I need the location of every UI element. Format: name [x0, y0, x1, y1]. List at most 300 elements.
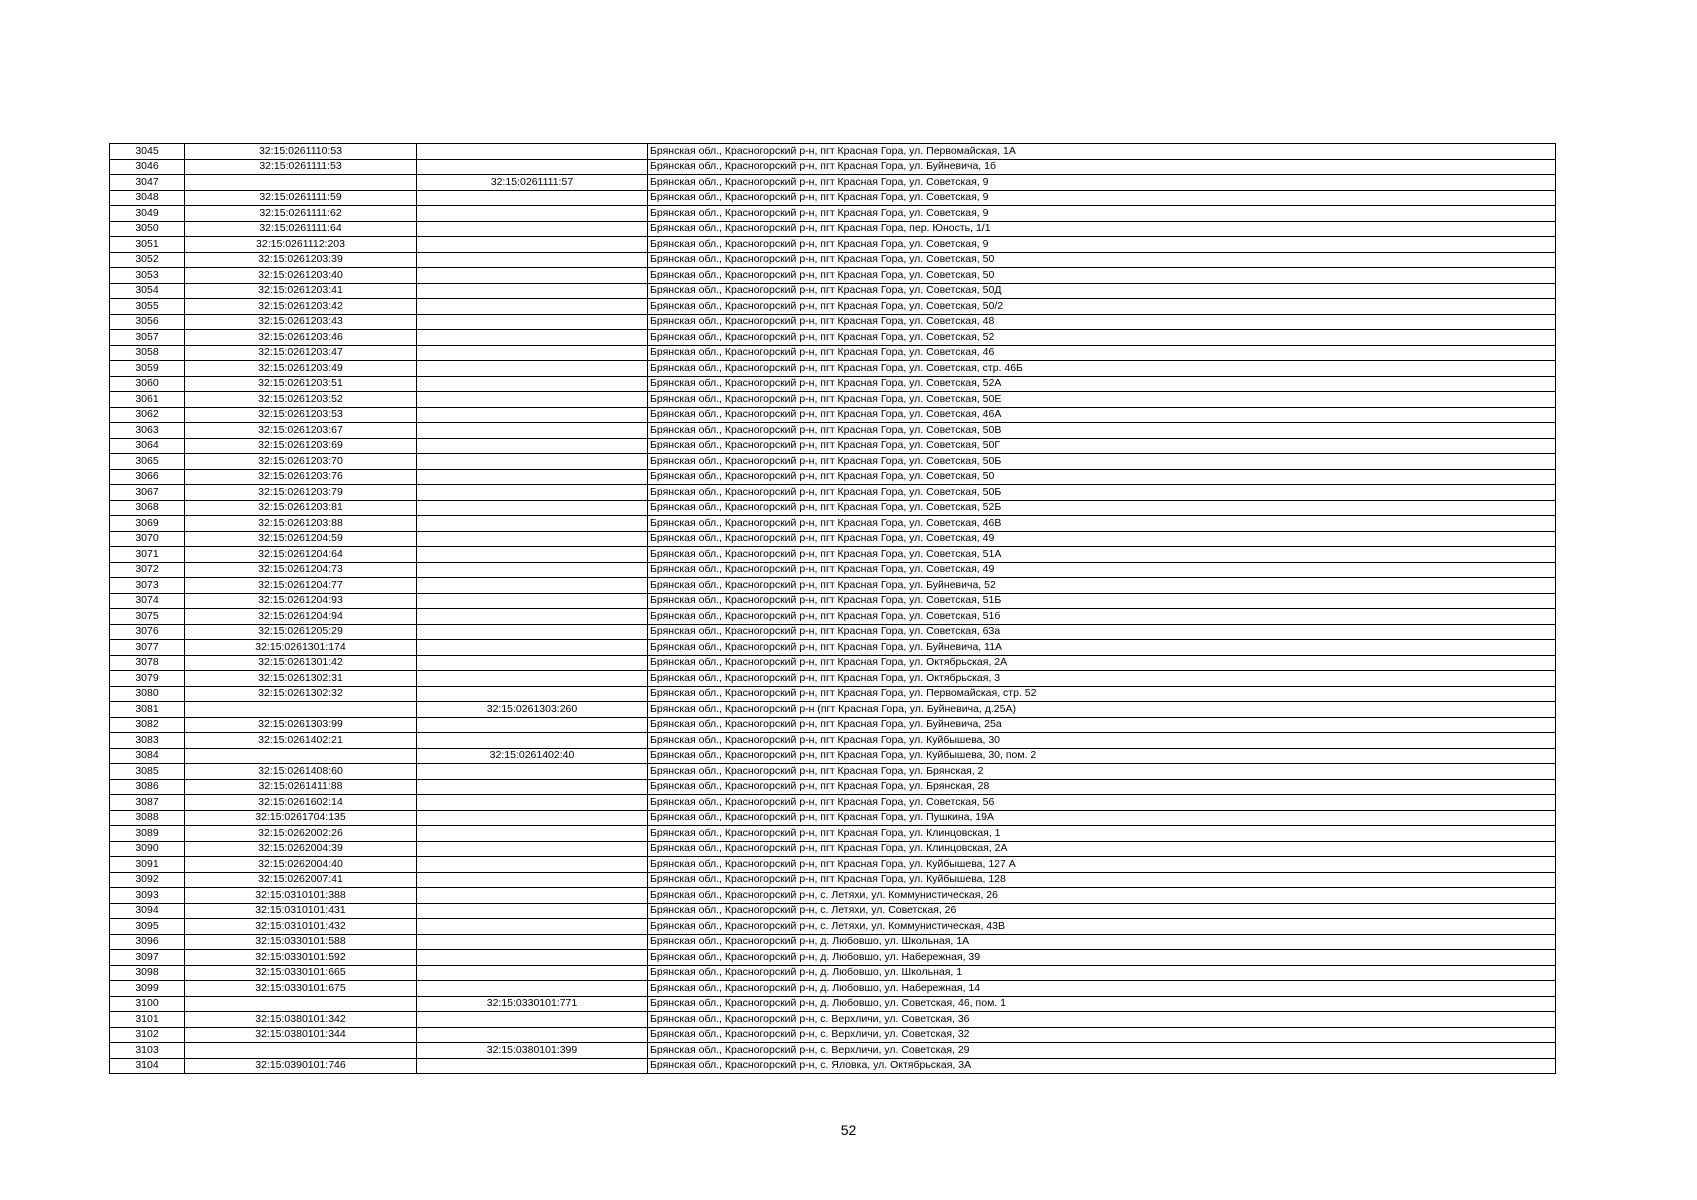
table-row: [110, 578, 1556, 594]
row-number-cell: 3095: [110, 919, 185, 935]
page-number: 52: [840, 1122, 857, 1138]
cadastral-number-alt-cell: [417, 330, 648, 346]
address-cell: Брянская обл., Красногорский р-н, д. Любовшо, ул. Набережная, 39: [648, 950, 1556, 966]
row-number-cell: 3048: [110, 190, 185, 206]
cadastral-number-cell: 32:15:0261111:59: [185, 190, 417, 206]
address-cell: Брянская обл., Красногорский р-н, пгт Красная Гора, ул. Советская, 9: [648, 175, 1556, 191]
table-row: [110, 624, 1556, 640]
table-row: [110, 702, 1556, 718]
table-row: [110, 547, 1556, 563]
cadastral-number-alt-cell: [417, 221, 648, 237]
row-number-cell: 3102: [110, 1027, 185, 1043]
cadastral-number-alt-cell: [417, 857, 648, 873]
cadastral-number-alt-cell: [417, 578, 648, 594]
cadastral-number-cell: [185, 175, 417, 191]
table-row: [110, 454, 1556, 470]
row-number-cell: 3058: [110, 345, 185, 361]
cadastral-number-alt-cell: [417, 919, 648, 935]
table-row: [110, 981, 1556, 997]
row-number-cell: 3074: [110, 593, 185, 609]
cadastral-number-cell: 32:15:0261203:43: [185, 314, 417, 330]
address-cell: Брянская обл., Красногорский р-н, пгт Красная Гора, ул. Советская, 50/2: [648, 299, 1556, 315]
row-number-cell: 3083: [110, 733, 185, 749]
cadastral-number-alt-cell: [417, 981, 648, 997]
cadastral-number-alt-cell: [417, 965, 648, 981]
row-number-cell: 3089: [110, 826, 185, 842]
cadastral-number-cell: 32:15:0261204:73: [185, 562, 417, 578]
row-number-cell: 3087: [110, 795, 185, 811]
address-cell: Брянская обл., Красногорский р-н, с. Яловка, ул. Октябрьская, 3А: [648, 1058, 1556, 1074]
table-row: [110, 733, 1556, 749]
row-number-cell: 3067: [110, 485, 185, 501]
table-row: [110, 996, 1556, 1012]
cadastral-number-alt-cell: [417, 1027, 648, 1043]
address-cell: Брянская обл., Красногорский р-н, с. Верхличи, ул. Советская, 32: [648, 1027, 1556, 1043]
address-cell: Брянская обл., Красногорский р-н, с. Верхличи, ул. Советская, 29: [648, 1043, 1556, 1059]
cadastral-number-alt-cell: [417, 903, 648, 919]
row-number-cell: 3051: [110, 237, 185, 253]
cadastral-number-cell: 32:15:0261203:51: [185, 376, 417, 392]
cadastral-number-cell: 32:15:0261112:203: [185, 237, 417, 253]
address-cell: Брянская обл., Красногорский р-н, пгт Красная Гора, ул. Советская, 49: [648, 531, 1556, 547]
cadastral-number-alt-cell: [417, 888, 648, 904]
address-cell: Брянская обл., Красногорский р-н, пгт Красная Гора, ул. Советская, 9: [648, 237, 1556, 253]
cadastral-number-alt-cell: [417, 268, 648, 284]
address-cell: Брянская обл., Красногорский р-н, пгт Красная Гора, ул. Советская, 48: [648, 314, 1556, 330]
table-row: [110, 237, 1556, 253]
property-table-body: [110, 144, 1556, 1074]
address-cell: Брянская обл., Красногорский р-н, пгт Красная Гора, ул. Советская, стр. 46Б: [648, 361, 1556, 377]
address-cell: Брянская обл., Красногорский р-н, пгт Красная Гора, ул. Буйневича, 25а: [648, 717, 1556, 733]
address-cell: Брянская обл., Красногорский р-н, пгт Красная Гора, ул. Клинцовская, 1: [648, 826, 1556, 842]
cadastral-number-alt-cell: [417, 237, 648, 253]
row-number-cell: 3078: [110, 655, 185, 671]
cadastral-number-cell: 32:15:0261204:77: [185, 578, 417, 594]
address-cell: Брянская обл., Красногорский р-н, с. Летяхи, ул. Коммунистическая, 43В: [648, 919, 1556, 935]
cadastral-number-cell: 32:15:0380101:344: [185, 1027, 417, 1043]
address-cell: Брянская обл., Красногорский р-н, пгт Красная Гора, ул. Куйбышева, 30: [648, 733, 1556, 749]
cadastral-number-cell: 32:15:0310101:388: [185, 888, 417, 904]
cadastral-number-cell: 32:15:0261203:81: [185, 500, 417, 516]
cadastral-number-alt-cell: [417, 717, 648, 733]
row-number-cell: 3077: [110, 640, 185, 656]
cadastral-number-alt-cell: 32:15:0380101:399: [417, 1043, 648, 1059]
address-cell: Брянская обл., Красногорский р-н, пгт Красная Гора, ул. Брянская, 2: [648, 764, 1556, 780]
table-row: [110, 469, 1556, 485]
cadastral-number-cell: 32:15:0310101:432: [185, 919, 417, 935]
cadastral-number-cell: 32:15:0261111:64: [185, 221, 417, 237]
row-number-cell: 3086: [110, 779, 185, 795]
cadastral-number-cell: 32:15:0330101:675: [185, 981, 417, 997]
row-number-cell: 3073: [110, 578, 185, 594]
cadastral-number-alt-cell: [417, 934, 648, 950]
cadastral-number-alt-cell: [417, 562, 648, 578]
table-row: [110, 686, 1556, 702]
table-row: [110, 764, 1556, 780]
address-cell: Брянская обл., Красногорский р-н, пгт Красная Гора, ул. Советская, 50: [648, 469, 1556, 485]
cadastral-number-alt-cell: [417, 795, 648, 811]
table-row: [110, 485, 1556, 501]
address-cell: Брянская обл., Красногорский р-н, пгт Красная Гора, ул. Первомайская, 1А: [648, 144, 1556, 160]
row-number-cell: 3071: [110, 547, 185, 563]
table-row: [110, 531, 1556, 547]
table-row: [110, 1012, 1556, 1028]
address-cell: Брянская обл., Красногорский р-н, пгт Красная Гора, ул. Брянская, 28: [648, 779, 1556, 795]
cadastral-number-alt-cell: [417, 438, 648, 454]
cadastral-number-cell: 32:15:0261203:39: [185, 252, 417, 268]
address-cell: Брянская обл., Красногорский р-н, пгт Красная Гора, ул. Советская, 50Б: [648, 454, 1556, 470]
address-cell: Брянская обл., Красногорский р-н, пгт Красная Гора, ул. Первомайская, стр. 52: [648, 686, 1556, 702]
table-row: [110, 795, 1556, 811]
address-cell: Брянская обл., Красногорский р-н, пгт Красная Гора, ул. Куйбышева, 128: [648, 872, 1556, 888]
row-number-cell: 3060: [110, 376, 185, 392]
cadastral-number-alt-cell: 32:15:0261402:40: [417, 748, 648, 764]
cadastral-number-cell: 32:15:0261204:59: [185, 531, 417, 547]
cadastral-number-alt-cell: [417, 345, 648, 361]
row-number-cell: 3056: [110, 314, 185, 330]
address-cell: Брянская обл., Красногорский р-н, д. Любовшо, ул. Школьная, 1: [648, 965, 1556, 981]
row-number-cell: 3093: [110, 888, 185, 904]
address-cell: Брянская обл., Красногорский р-н, пгт Красная Гора, ул. Советская, 56: [648, 795, 1556, 811]
cadastral-number-cell: 32:15:0261602:14: [185, 795, 417, 811]
row-number-cell: 3076: [110, 624, 185, 640]
table-row: [110, 826, 1556, 842]
table-row: [110, 562, 1556, 578]
cadastral-number-cell: 32:15:0262004:39: [185, 841, 417, 857]
table-row: [110, 593, 1556, 609]
address-cell: Брянская обл., Красногорский р-н, пгт Красная Гора, ул. Советская, 50В: [648, 423, 1556, 439]
cadastral-number-alt-cell: [417, 609, 648, 625]
row-number-cell: 3100: [110, 996, 185, 1012]
cadastral-number-cell: 32:15:0261301:42: [185, 655, 417, 671]
address-cell: Брянская обл., Красногорский р-н, пгт Красная Гора, ул. Октябрьская, 2А: [648, 655, 1556, 671]
row-number-cell: 3052: [110, 252, 185, 268]
address-cell: Брянская обл., Красногорский р-н, пгт Красная Гора, ул. Куйбышева, 127 А: [648, 857, 1556, 873]
cadastral-number-alt-cell: [417, 454, 648, 470]
cadastral-number-alt-cell: [417, 686, 648, 702]
address-cell: Брянская обл., Красногорский р-н, пгт Красная Гора, ул. Советская, 50Б: [648, 485, 1556, 501]
table-row: [110, 345, 1556, 361]
cadastral-number-alt-cell: 32:15:0261303:260: [417, 702, 648, 718]
table-row: [110, 609, 1556, 625]
cadastral-number-cell: 32:15:0261301:174: [185, 640, 417, 656]
address-cell: Брянская обл., Красногорский р-н, пгт Красная Гора, ул. Куйбышева, 30, пом. 2: [648, 748, 1556, 764]
cadastral-number-alt-cell: [417, 283, 648, 299]
cadastral-number-alt-cell: [417, 764, 648, 780]
cadastral-number-cell: 32:15:0261203:70: [185, 454, 417, 470]
cadastral-number-cell: 32:15:0330101:592: [185, 950, 417, 966]
address-cell: Брянская обл., Красногорский р-н, пгт Красная Гора, ул. Советская, 52: [648, 330, 1556, 346]
address-cell: Брянская обл., Красногорский р-н, с. Летяхи, ул. Советская, 26: [648, 903, 1556, 919]
row-number-cell: 3065: [110, 454, 185, 470]
cadastral-number-alt-cell: [417, 1058, 648, 1074]
table-row: [110, 330, 1556, 346]
address-cell: Брянская обл., Красногорский р-н, пгт Красная Гора, пер. Юность, 1/1: [648, 221, 1556, 237]
row-number-cell: 3061: [110, 392, 185, 408]
cadastral-number-alt-cell: [417, 392, 648, 408]
address-cell: Брянская обл., Красногорский р-н, пгт Красная Гора, ул. Советская, 50Д: [648, 283, 1556, 299]
cadastral-number-alt-cell: 32:15:0261111:57: [417, 175, 648, 191]
address-cell: Брянская обл., Красногорский р-н, с. Летяхи, ул. Коммунистическая, 26: [648, 888, 1556, 904]
cadastral-number-cell: 32:15:0380101:342: [185, 1012, 417, 1028]
table-row: [110, 500, 1556, 516]
table-row: [110, 299, 1556, 315]
cadastral-number-cell: 32:15:0261302:32: [185, 686, 417, 702]
table-row: [110, 671, 1556, 687]
cadastral-number-cell: 32:15:0261204:93: [185, 593, 417, 609]
table-row: [110, 376, 1556, 392]
table-row: [110, 717, 1556, 733]
cadastral-number-cell: [185, 702, 417, 718]
address-cell: Брянская обл., Красногорский р-н, пгт Красная Гора, ул. Советская, 9: [648, 190, 1556, 206]
row-number-cell: 3096: [110, 934, 185, 950]
row-number-cell: 3045: [110, 144, 185, 160]
cadastral-number-alt-cell: [417, 500, 648, 516]
cadastral-number-cell: 32:15:0261204:64: [185, 547, 417, 563]
address-cell: Брянская обл., Красногорский р-н, пгт Красная Гора, ул. Советская, 46А: [648, 407, 1556, 423]
row-number-cell: 3097: [110, 950, 185, 966]
row-number-cell: 3050: [110, 221, 185, 237]
row-number-cell: 3075: [110, 609, 185, 625]
address-cell: Брянская обл., Красногорский р-н, пгт Красная Гора, ул. Буйневича, 1б: [648, 159, 1556, 175]
cadastral-number-cell: 32:15:0261408:60: [185, 764, 417, 780]
address-cell: Брянская обл., Красногорский р-н, пгт Красная Гора, ул. Советская, 46В: [648, 516, 1556, 532]
cadastral-number-alt-cell: [417, 159, 648, 175]
table-row: [110, 159, 1556, 175]
table-row: [110, 516, 1556, 532]
table-row: [110, 950, 1556, 966]
address-cell: Брянская обл., Красногорский р-н, пгт Красная Гора, ул. Советская, 51А: [648, 547, 1556, 563]
cadastral-number-alt-cell: [417, 1012, 648, 1028]
cadastral-number-cell: 32:15:0261203:88: [185, 516, 417, 532]
cadastral-number-alt-cell: [417, 190, 648, 206]
table-row: [110, 857, 1556, 873]
cadastral-number-alt-cell: [417, 252, 648, 268]
cadastral-number-cell: 32:15:0261203:47: [185, 345, 417, 361]
address-cell: Брянская обл., Красногорский р-н, пгт Красная Гора, ул. Советская, 50Г: [648, 438, 1556, 454]
cadastral-number-alt-cell: [417, 779, 648, 795]
cadastral-number-cell: 32:15:0261402:21: [185, 733, 417, 749]
cadastral-number-cell: 32:15:0261203:76: [185, 469, 417, 485]
address-cell: Брянская обл., Красногорский р-н, пгт Красная Гора, ул. Буйневича, 11А: [648, 640, 1556, 656]
table-row: [110, 423, 1556, 439]
address-cell: Брянская обл., Красногорский р-н, пгт Красная Гора, ул. Советская, 50Е: [648, 392, 1556, 408]
row-number-cell: 3101: [110, 1012, 185, 1028]
property-table: [109, 143, 1556, 1074]
table-row: [110, 361, 1556, 377]
cadastral-number-alt-cell: [417, 407, 648, 423]
cadastral-number-cell: 32:15:0261302:31: [185, 671, 417, 687]
cadastral-number-cell: 32:15:0261203:52: [185, 392, 417, 408]
row-number-cell: 3104: [110, 1058, 185, 1074]
address-cell: Брянская обл., Красногорский р-н, пгт Красная Гора, ул. Советская, 52Б: [648, 500, 1556, 516]
cadastral-number-cell: [185, 1043, 417, 1059]
cadastral-number-cell: 32:15:0261411:88: [185, 779, 417, 795]
cadastral-number-cell: 32:15:0261110:53: [185, 144, 417, 160]
address-cell: Брянская обл., Красногорский р-н, пгт Красная Гора, ул. Советская, 50: [648, 268, 1556, 284]
cadastral-number-cell: [185, 996, 417, 1012]
cadastral-number-alt-cell: [417, 485, 648, 501]
row-number-cell: 3080: [110, 686, 185, 702]
row-number-cell: 3091: [110, 857, 185, 873]
cadastral-number-alt-cell: [417, 593, 648, 609]
cadastral-number-cell: 32:15:0261203:40: [185, 268, 417, 284]
cadastral-number-cell: 32:15:0261203:41: [185, 283, 417, 299]
cadastral-number-alt-cell: [417, 655, 648, 671]
row-number-cell: 3079: [110, 671, 185, 687]
cadastral-number-cell: 32:15:0261111:62: [185, 206, 417, 222]
row-number-cell: 3069: [110, 516, 185, 532]
table-row: [110, 888, 1556, 904]
address-cell: Брянская обл., Красногорский р-н, с. Верхличи, ул. Советская, 36: [648, 1012, 1556, 1028]
cadastral-number-cell: 32:15:0330101:588: [185, 934, 417, 950]
cadastral-number-cell: 32:15:0390101:746: [185, 1058, 417, 1074]
cadastral-number-cell: 32:15:0310101:431: [185, 903, 417, 919]
cadastral-number-alt-cell: [417, 531, 648, 547]
cadastral-number-alt-cell: [417, 671, 648, 687]
address-cell: Брянская обл., Красногорский р-н, пгт Красная Гора, ул. Советская, 52А: [648, 376, 1556, 392]
cadastral-number-cell: 32:15:0261303:99: [185, 717, 417, 733]
row-number-cell: 3046: [110, 159, 185, 175]
cadastral-number-cell: 32:15:0330101:665: [185, 965, 417, 981]
row-number-cell: 3049: [110, 206, 185, 222]
cadastral-number-alt-cell: [417, 144, 648, 160]
cadastral-number-cell: [185, 748, 417, 764]
table-row: [110, 810, 1556, 826]
address-cell: Брянская обл., Красногорский р-н, д. Любовшо, ул. Набережная, 14: [648, 981, 1556, 997]
address-cell: Брянская обл., Красногорский р-н, д. Любовшо, ул. Школьная, 1А: [648, 934, 1556, 950]
table-row: [110, 655, 1556, 671]
address-cell: Брянская обл., Красногорский р-н, пгт Красная Гора, ул. Пушкина, 19А: [648, 810, 1556, 826]
address-cell: Брянская обл., Красногорский р-н, пгт Красная Гора, ул. Октябрьская, 3: [648, 671, 1556, 687]
table-row: [110, 841, 1556, 857]
cadastral-number-cell: 32:15:0261203:69: [185, 438, 417, 454]
cadastral-number-alt-cell: [417, 950, 648, 966]
cadastral-number-cell: 32:15:0262004:40: [185, 857, 417, 873]
cadastral-number-alt-cell: [417, 841, 648, 857]
table-row: [110, 640, 1556, 656]
cadastral-number-cell: 32:15:0262007:41: [185, 872, 417, 888]
row-number-cell: 3081: [110, 702, 185, 718]
row-number-cell: 3092: [110, 872, 185, 888]
cadastral-number-alt-cell: [417, 299, 648, 315]
cadastral-number-cell: 32:15:0261704:135: [185, 810, 417, 826]
table-row: [110, 407, 1556, 423]
cadastral-number-cell: 32:15:0261203:42: [185, 299, 417, 315]
row-number-cell: 3064: [110, 438, 185, 454]
table-row: [110, 190, 1556, 206]
table-row: [110, 1043, 1556, 1059]
row-number-cell: 3084: [110, 748, 185, 764]
cadastral-number-cell: 32:15:0261203:46: [185, 330, 417, 346]
cadastral-number-alt-cell: [417, 872, 648, 888]
table-row: [110, 965, 1556, 981]
row-number-cell: 3082: [110, 717, 185, 733]
cadastral-number-alt-cell: [417, 361, 648, 377]
address-cell: Брянская обл., Красногорский р-н, пгт Красная Гора, ул. Советская, 50: [648, 252, 1556, 268]
address-cell: Брянская обл., Красногорский р-н, пгт Красная Гора, ул. Клинцовская, 2А: [648, 841, 1556, 857]
address-cell: Брянская обл., Красногорский р-н, пгт Красная Гора, ул. Советская, 63а: [648, 624, 1556, 640]
address-cell: Брянская обл., Красногорский р-н, пгт Красная Гора, ул. Советская, 46: [648, 345, 1556, 361]
cadastral-number-cell: 32:15:0262002:26: [185, 826, 417, 842]
row-number-cell: 3055: [110, 299, 185, 315]
cadastral-number-alt-cell: [417, 516, 648, 532]
cadastral-number-cell: 32:15:0261203:53: [185, 407, 417, 423]
cadastral-number-cell: 32:15:0261205:29: [185, 624, 417, 640]
cadastral-number-alt-cell: [417, 810, 648, 826]
address-cell: Брянская обл., Красногорский р-н, пгт Красная Гора, ул. Советская, 51б: [648, 609, 1556, 625]
row-number-cell: 3059: [110, 361, 185, 377]
cadastral-number-cell: 32:15:0261203:79: [185, 485, 417, 501]
cadastral-number-alt-cell: [417, 733, 648, 749]
row-number-cell: 3090: [110, 841, 185, 857]
table-row: [110, 252, 1556, 268]
table-row: [110, 175, 1556, 191]
address-cell: Брянская обл., Красногорский р-н, пгт Красная Гора, ул. Советская, 51Б: [648, 593, 1556, 609]
table-row: [110, 1027, 1556, 1043]
table-row: [110, 268, 1556, 284]
table-row: [110, 779, 1556, 795]
address-cell: Брянская обл., Красногорский р-н, пгт Красная Гора, ул. Буйневича, 52: [648, 578, 1556, 594]
cadastral-number-alt-cell: [417, 423, 648, 439]
cadastral-number-alt-cell: [417, 624, 648, 640]
table-row: [110, 283, 1556, 299]
table-row: [110, 748, 1556, 764]
row-number-cell: 3070: [110, 531, 185, 547]
table-row: [110, 206, 1556, 222]
cadastral-number-cell: 32:15:0261204:94: [185, 609, 417, 625]
row-number-cell: 3047: [110, 175, 185, 191]
cadastral-number-alt-cell: [417, 547, 648, 563]
row-number-cell: 3053: [110, 268, 185, 284]
table-row: [110, 919, 1556, 935]
table-row: [110, 221, 1556, 237]
cadastral-number-cell: 32:15:0261203:49: [185, 361, 417, 377]
row-number-cell: 3068: [110, 500, 185, 516]
row-number-cell: 3094: [110, 903, 185, 919]
table-row: [110, 934, 1556, 950]
cadastral-number-alt-cell: [417, 376, 648, 392]
table-row: [110, 903, 1556, 919]
table-row: [110, 872, 1556, 888]
row-number-cell: 3099: [110, 981, 185, 997]
cadastral-number-alt-cell: [417, 314, 648, 330]
row-number-cell: 3098: [110, 965, 185, 981]
address-cell: Брянская обл., Красногорский р-н, д. Любовшо, ул. Советская, 46, пом. 1: [648, 996, 1556, 1012]
row-number-cell: 3085: [110, 764, 185, 780]
row-number-cell: 3066: [110, 469, 185, 485]
row-number-cell: 3103: [110, 1043, 185, 1059]
cadastral-number-cell: 32:15:0261203:67: [185, 423, 417, 439]
table-row: [110, 314, 1556, 330]
table-row: [110, 438, 1556, 454]
cadastral-number-alt-cell: [417, 640, 648, 656]
row-number-cell: 3062: [110, 407, 185, 423]
cadastral-number-alt-cell: [417, 826, 648, 842]
row-number-cell: 3054: [110, 283, 185, 299]
cadastral-number-alt-cell: [417, 469, 648, 485]
cadastral-number-cell: 32:15:0261111:53: [185, 159, 417, 175]
address-cell: Брянская обл., Красногорский р-н (пгт Красная Гора, ул. Буйневича, д.25А): [648, 702, 1556, 718]
table-row: [110, 1058, 1556, 1074]
cadastral-number-alt-cell: 32:15:0330101:771: [417, 996, 648, 1012]
table-row: [110, 392, 1556, 408]
table-row: [110, 144, 1556, 160]
address-cell: Брянская обл., Красногорский р-н, пгт Красная Гора, ул. Советская, 49: [648, 562, 1556, 578]
row-number-cell: 3057: [110, 330, 185, 346]
row-number-cell: 3088: [110, 810, 185, 826]
address-cell: Брянская обл., Красногорский р-н, пгт Красная Гора, ул. Советская, 9: [648, 206, 1556, 222]
